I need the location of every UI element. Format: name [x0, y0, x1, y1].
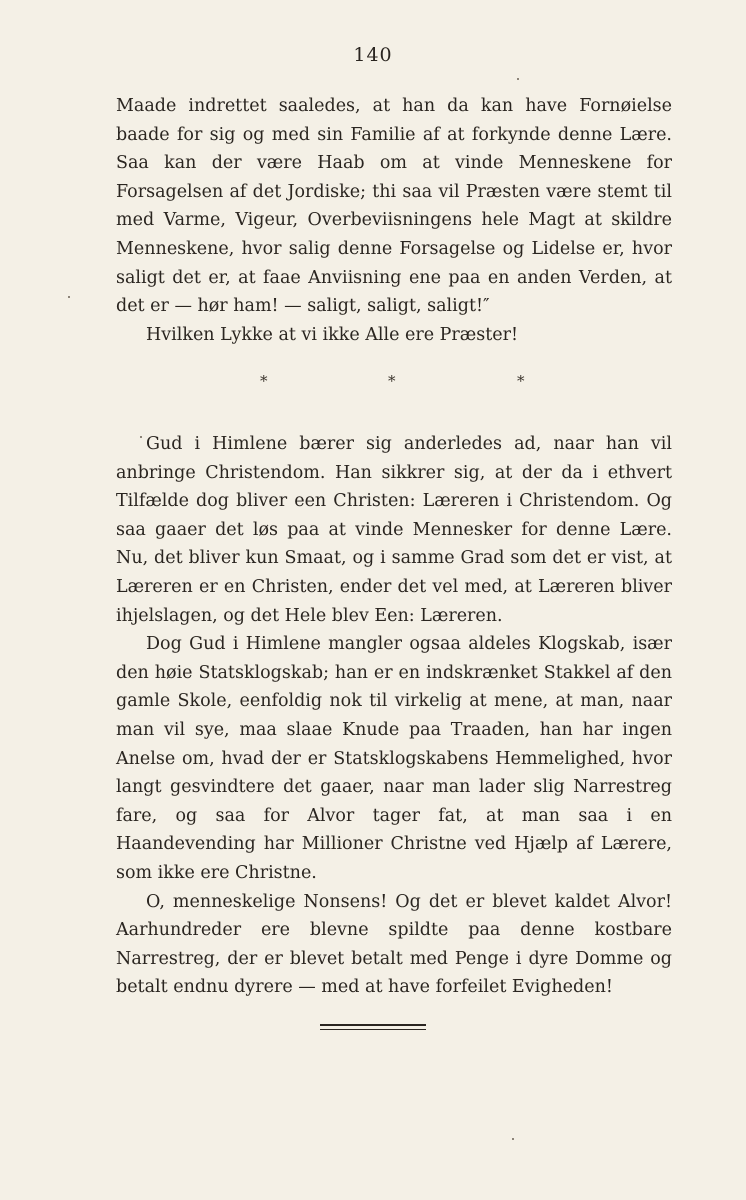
page-number: 140: [353, 44, 393, 66]
paragraph: Hvilken Lykke at vi ikke Alle ere Præster!: [146, 324, 519, 345]
paper-speck: [512, 1138, 514, 1140]
paragraph: Maade indrettet saaledes, at han da kan have Fornøielse baade for sig og med sin Familie af at forkynde denne Lære. Saa kan der være Haab om at vinde Menneskene for Forsagelsen af det Jordiske; thi saa vil Præsten være stemt til med Varme, Vigeur, Overbeviisningens hele Magt at skildre Menneskene, hvor salig denne Forsagelse og Lidelse er, hvor saligt det er, at faae Anviisning ene paa en anden Verden, at det er — hør ham! — saligt, saligt, saligt!″: [116, 96, 672, 317]
paragraph: O, menneskelige Nonsens! Og det er blevet kaldet Alvor! Aarhundreder ere blevne spildte paa denne kostbare Narrestreg, der er blevet betalt med Penge i dyre Domme og betalt endnu dyrere — med at have forfeilet Evigheden!: [116, 891, 672, 998]
paper-speck: [68, 296, 70, 298]
separator-asterisk: *: [517, 372, 525, 390]
separator-asterisk: *: [388, 372, 396, 390]
separator-asterisk: *: [260, 372, 268, 390]
paper-speck: [140, 436, 142, 438]
section-separator: [116, 372, 672, 396]
paper-speck: [517, 78, 519, 80]
text-section-1: [116, 92, 672, 349]
text-section-2: [116, 430, 672, 1002]
end-rule: [320, 1024, 426, 1030]
paragraph: Gud i Himlene bærer sig anderledes ad, naar han vil anbringe Christendom. Han sikkrer sig, at der da i ethvert Tilfælde dog bliver een Christen: Læreren i Christendom. Og saa gaaer det løs paa at vinde Mennesker for denne Lære. Nu, det bliver kun Smaat, og i samme Grad som det er vist, at Læreren er en Christen, ender det vel med, at Læreren bliver ihjelslagen, og det Hele blev Een: Læreren.: [116, 434, 672, 626]
paragraph: Dog Gud i Himlene mangler ogsaa aldeles Klogskab, især den høie Statsklogskab; han er en indskrænket Stakkel af den gamle Skole, eenfoldig nok til virkelig at mene, at man, naar man vil sye, maa slaae Knude paa Traaden, han har ingen Anelse om, hvad der er Statsklogskabens Hemmelighed, hvor langt gesvindtere det gaaer, naar man lader slig Narrestreg fare, og saa for Alvor tager fat, at man saa i en Haandevending har Millioner Christne ved Hjælp af Lærere, som ikke ere Christne.: [116, 634, 672, 883]
